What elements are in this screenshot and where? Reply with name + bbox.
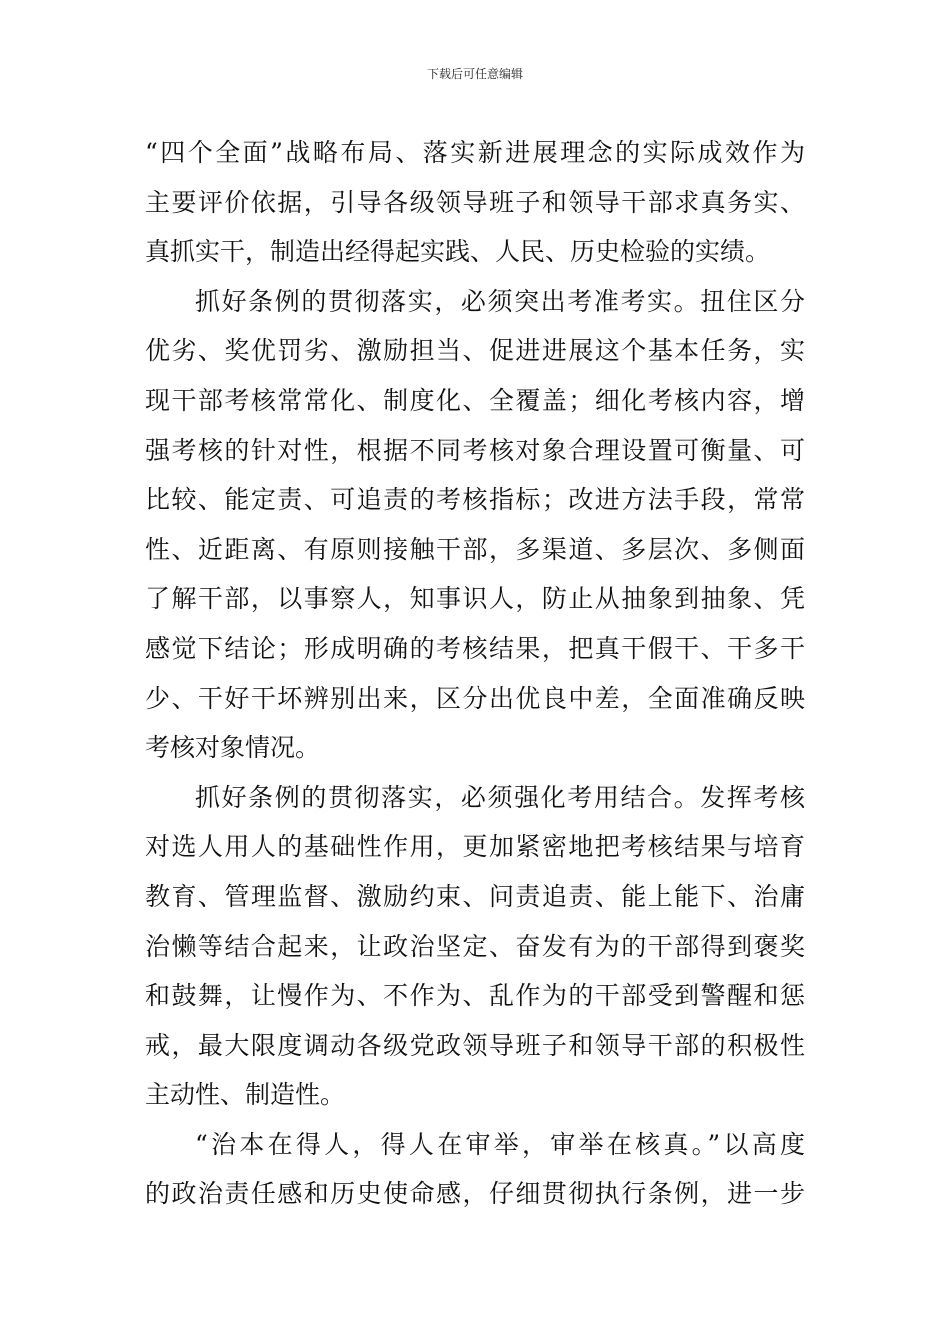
text-line: 戒，最大限度调动各级党政领导班子和领导干部的积极性 xyxy=(145,1030,805,1060)
paragraph xyxy=(145,277,805,773)
text-line: 真抓实干，制造出经得起实践、人民、历史检验的实绩。 xyxy=(145,237,771,267)
text-line: 对选人用人的基础性作用，更加紧密地把考核结果与培育 xyxy=(145,832,805,862)
text-line: 治懒等结合起来，让政治坚定、奋发有为的干部得到褒奖 xyxy=(145,931,805,961)
paragraph xyxy=(145,1120,805,1219)
text-line: “治本在得人，得人在审举，审举在核真。”以高度 xyxy=(195,1129,805,1159)
text-line: 主动性、制造性。 xyxy=(145,1080,346,1110)
text-line: 强考核的针对性，根据不同考核对象合理设置可衡量、可 xyxy=(145,435,805,465)
paragraph xyxy=(145,773,805,1120)
document-body xyxy=(145,128,805,1219)
text-line: 的政治责任感和历史使命感，仔细贯彻执行条例，进一步 xyxy=(145,1179,805,1209)
text-line: 比较、能定责、可追责的考核指标；改进方法手段，常常 xyxy=(145,485,805,515)
text-line: 抓好条例的贯彻落实，必须突出考准考实。扭住区分 xyxy=(195,286,805,316)
text-line: 了解干部，以事察人，知事识人，防止从抽象到抽象、凭 xyxy=(145,584,805,614)
text-line: 优劣、奖优罚劣、激励担当、促进进展这个基本任务，实 xyxy=(145,336,805,366)
text-line: 主要评价依据，引导各级领导班子和领导干部求真务实、 xyxy=(145,187,805,217)
page-header: 下载后可任意编辑 xyxy=(426,67,523,81)
text-line: 教育、管理监督、激励约束、问责追责、能上能下、治庸 xyxy=(145,881,805,911)
paragraph xyxy=(145,128,805,277)
text-line: 少、干好干坏辨别出来，区分出优良中差，全面准确反映 xyxy=(145,683,805,713)
text-line: 和鼓舞，让慢作为、不作为、乱作为的干部受到警醒和惩 xyxy=(145,981,805,1011)
text-line: 性、近距离、有原则接触干部，多渠道、多层次、多侧面 xyxy=(145,534,805,564)
text-line: 感觉下结论；形成明确的考核结果，把真干假干、干多干 xyxy=(145,633,805,663)
text-line: 现干部考核常常化、制度化、全覆盖；细化考核内容，增 xyxy=(145,385,805,415)
text-line: 抓好条例的贯彻落实，必须强化考用结合。发挥考核 xyxy=(195,782,805,812)
text-line: 考核对象情况。 xyxy=(145,733,321,763)
text-line: “四个全面”战略布局、落实新进展理念的实际成效作为 xyxy=(145,138,805,167)
